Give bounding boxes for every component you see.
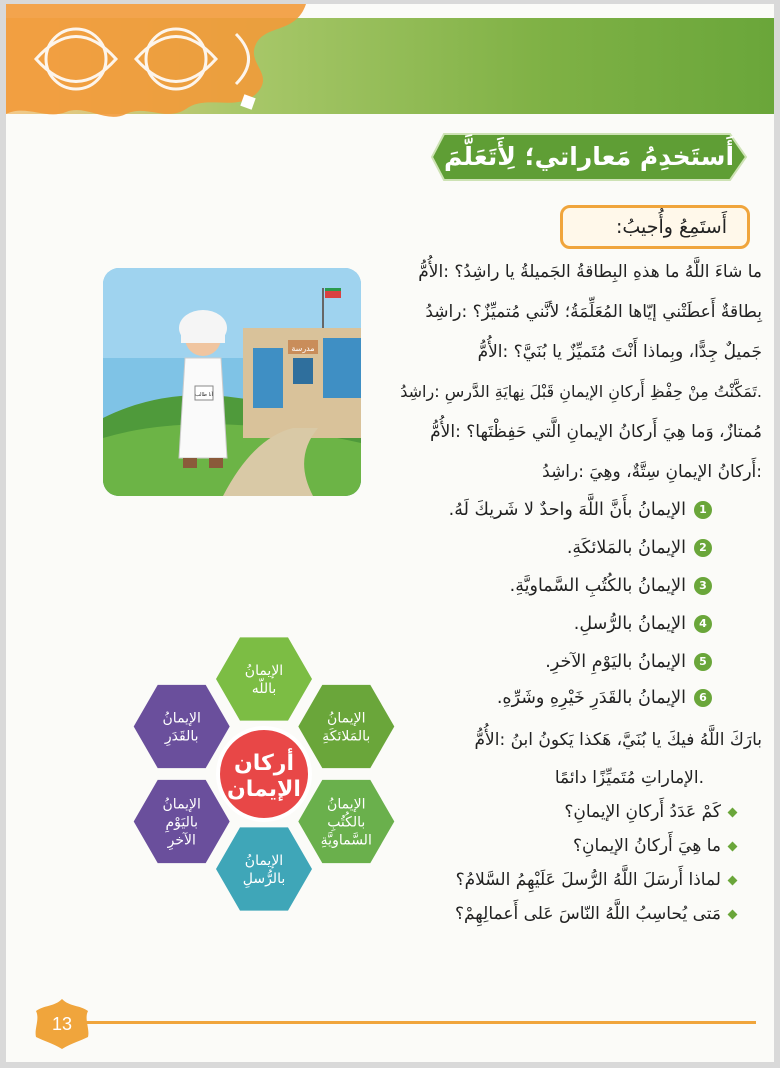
dialog-text: ما شاءَ اللَّهُ ما هذهِ البِطاقةُ الجَميلةُ يا راشِدُ؟ [454,262,762,282]
dialog-line [302,462,762,482]
closing-text-1: بارَكَ اللَّهُ فيكَ يا بُنَيَّ، هَكذا يَكونُ ابنُ [510,730,762,750]
pillar-item [497,688,712,708]
pillar-text: الإيمانُ بالمَلائكَةِ. [566,538,686,558]
center-text-2: الإيمان [227,777,301,802]
dialog-text: تَمَكَّنْتُ مِنْ حِفْظِ أَركانِ الإيمانِ قَبْلَ نِهايَةِ الدَّرسِ. [444,382,762,401]
hexagon-label: باللّه [251,681,277,697]
pillar-text: الإيمانُ بالرُّسلِ. [573,614,686,634]
hexagon-label: بالمَلائكَةِ [322,728,371,745]
question-text: كَمْ عَدَدُ أَركانِ الإيمانِ؟ [564,802,721,822]
listen-and-answer-box [560,205,750,249]
page-number: 13 [51,1014,73,1034]
number-badge: 2 [694,539,712,557]
dialog-line [302,422,762,442]
footer-line [86,1021,756,1024]
number-badge: 1 [694,501,712,519]
pillar-hexagon [134,685,230,768]
pillar-item [574,614,712,634]
dialog-text: بِطاقةٌ أَعطَتْني إيّاها المُعَلِّمَةُ؛ لأنَّني مُتميِّزٌ؟ [472,302,762,322]
pillar-item [567,538,712,558]
question-item [573,836,736,856]
pillar-text: الإيمانُ باليَوْمِ الآخرِ. [545,652,686,672]
question-item [455,904,736,924]
speaker-label: الأُمُّ: [418,262,449,282]
hexagon-label: بالرُّسلِ [242,871,286,887]
textbook-page [6,4,774,1062]
question-text: لماذا أَرسَلَ اللَّهُ الرُّسلَ عَلَيْهِمُ السَّلامُ؟ [455,870,721,890]
section-title-text: أَستَخدِمُ مَعاراتي؛ لِأَتَعَلَّمَ [443,142,735,171]
pillar-text: الإيمانُ بأَنَّ اللَّهَ واحدٌ لا شَريكَ لَهُ. [448,500,686,520]
closing-line-2 [384,768,704,788]
pillar-hexagon [216,827,312,910]
dialog-text: جَميلٌ جِدًّا، وبِماذا أَنْتَ مُتَميِّزٌ يا بُنَيَّ؟ [513,342,762,362]
hexagon-label: الآخرِ [167,832,196,849]
speaker-label: الأُمُّ: [430,422,461,442]
question-item [564,802,736,822]
pillar-hexagon [216,637,312,720]
number-badge: 6 [694,689,712,707]
page-number-badge [32,997,92,1051]
arabesque-ornament [6,4,326,124]
speaker-label: راشِدُ: [425,302,468,322]
pillar-item [545,652,712,672]
hexagon-label: الإيمانُ [327,710,366,727]
question-item [456,870,736,890]
number-badge: 4 [694,615,712,633]
hexagon-label: الإيمانُ [244,663,284,679]
pillar-text: الإيمانُ بالكُتُبِ السَّماويَّةِ. [509,576,686,596]
diamond-bullet-icon [728,909,738,919]
dialog-text: مُمتازٌ، وَما هِيَ أَركانُ الإيمانِ الَّتي حَفِظْتَها؟ [466,422,762,442]
hexagon-label: بالكُتُبِ [327,814,366,831]
dialog-line [302,262,762,282]
hexagon-label: الإيمانُ [162,796,201,813]
dialog-line [302,342,762,362]
diamond-bullet-icon [728,841,738,851]
number-badge: 3 [694,577,712,595]
closing-text-2: الإماراتِ مُتَميِّزًا دائمًا. [554,768,704,788]
hexagon-label: الإيمانُ [162,710,201,727]
dialog-line [302,382,762,401]
pillars-diagram [126,624,416,924]
question-text: مَتى يُحاسِبُ اللَّهُ النّاسَ عَلى أَعمالِهِمْ؟ [454,904,721,924]
dialog-line [302,302,762,322]
hexagon-label: باليَوْمِ [165,814,199,831]
pillar-item [510,576,712,596]
closing-line [382,730,762,750]
diamond-bullet-icon [728,807,738,817]
speaker-label: راشِدُ: [542,462,584,482]
listen-label: أَستَمِعُ وأُجيبُ: [615,216,727,238]
number-badge: 5 [694,653,712,671]
speaker-label: الأُمُّ: [477,342,509,362]
badge-text: أنا طالب [195,392,213,398]
pillar-text: الإيمانُ بالقَدَرِ خَيْرِهِ وشَرِّهِ. [496,688,686,708]
hexagon-label: بالقَدَرِ [164,728,199,745]
diamond-bullet-icon [728,875,738,885]
hexagon-label: الإيمانُ [244,853,284,869]
dialog-text: أَركانُ الإيمانِ سِتَّةٌ، وهِيَ: [589,462,762,482]
pillar-hexagon [298,685,394,768]
speaker-label: الأُمُّ: [474,730,506,750]
speaker-label: راشِدُ: [400,382,440,401]
school-sign-text: مدرسة [291,344,315,353]
boy-figure [179,310,227,468]
pillar-item [449,500,712,520]
question-text: ما هِيَ أَركانُ الإيمانِ؟ [573,836,721,856]
hexagon-label: الإيمانُ [327,796,366,813]
section-title [430,130,748,184]
center-text-1: أركان [233,751,295,776]
hexagon-label: السَّماويَّةِ [320,832,372,849]
